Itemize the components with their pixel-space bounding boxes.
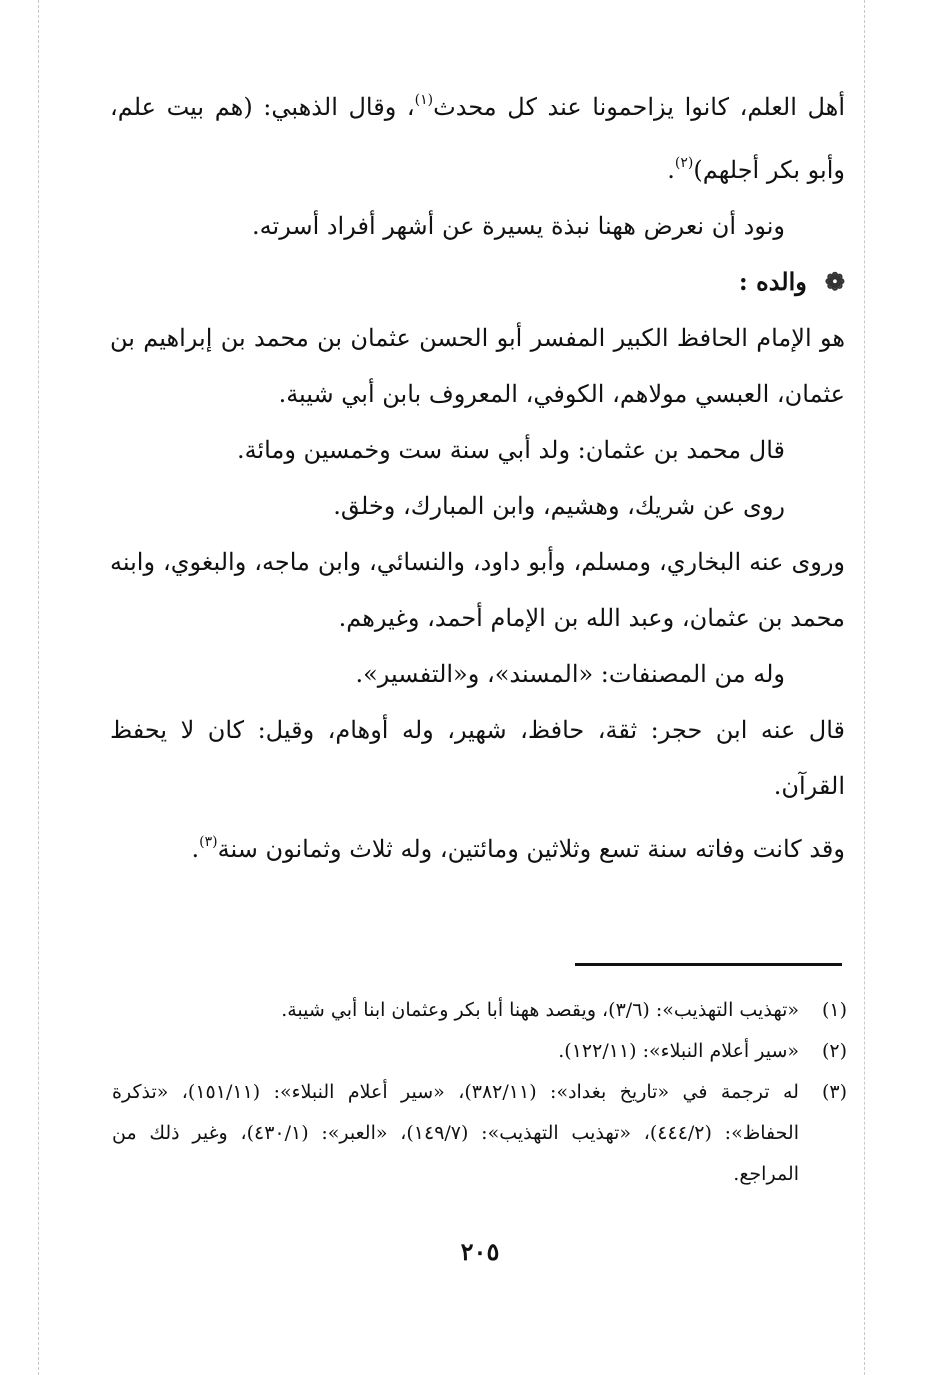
paragraph-5 (110, 478, 845, 534)
paragraph-1-end: . (667, 156, 675, 184)
footnote-number: (١) (821, 999, 847, 1021)
paragraph-6 (110, 534, 845, 646)
paragraph-9 (110, 814, 845, 877)
footnote-2 (112, 1031, 847, 1072)
paragraph-1-text: أهل العلم، كانوا يزاحمونا عند كل محدث (433, 93, 845, 121)
paragraph-8-text: قال عنه ابن حجر: ثقة، حافظ، شهير، وله أوهام، وقيل: كان لا يحفظ القرآن. (110, 716, 845, 800)
footnote-separator (575, 963, 842, 966)
paragraph-2 (110, 198, 845, 254)
paragraph-7 (110, 646, 845, 702)
paragraph-3 (110, 310, 905, 422)
paragraph-6-text: وروى عنه البخاري، ومسلم، وأبو داود، والنسائي، وابن ماجه، والبغوي، وابنه محمد بن عثمان، وعبد الله بن الإمام أحمد، وغيرهم. (110, 548, 845, 632)
page-number: ٢٠٥ (460, 1237, 500, 1266)
footnote-number: (٢) (821, 1040, 847, 1062)
paragraph-9-end: . (191, 835, 200, 863)
footnote-number: (٣) (821, 1081, 847, 1103)
paragraph-1-text-cont: ، وقال الذهبي: (هم بيت علم، وأبو بكر أجلهم) (110, 93, 845, 184)
paragraph-5-text: روى عن شريك، وهشيم، وابن المبارك، وخلق. (333, 492, 785, 520)
page-edge-right (864, 0, 865, 1375)
paragraph-3-text: هو الإمام الحافظ الكبير المفسر أبو الحسن عثمان بن محمد بن إبراهيم بن عثمان، العبسي مولاهم، الكوفي، المعروف بابن أبي شيبة. (110, 324, 845, 408)
footnote-3 (112, 1072, 847, 1195)
ornament-icon: ❁ (824, 267, 845, 296)
footnote-ref-2[interactable]: (٢) (674, 155, 694, 171)
paragraph-4-text: قال محمد بن عثمان: ولد أبي سنة ست وخمسين ومائة. (236, 436, 785, 464)
paragraph-9-text: وقد كانت وفاته سنة تسع وثلاثين ومائتين، وله ثلاث وثمانون سنة (217, 835, 845, 863)
footnotes (112, 990, 847, 1195)
paragraph-7-text: وله من المصنفات: «المسند»، و«التفسير». (355, 660, 785, 688)
paragraph-1 (110, 72, 845, 198)
paragraph-4 (110, 422, 845, 478)
footnote-text: له ترجمة في «تاريخ بغداد»: (٣٨٢/١١)، «سير أعلام النبلاء»: (١٥١/١١)، «تذكرة الحفاظ»: (٤٤٤/٢)، «تهذيب التهذيب»: (١٤٩/٧)، «العبر»: (٤٣٠/١)، وغير ذلك من المراجع. (112, 1081, 799, 1185)
main-text (110, 72, 845, 877)
section-heading (110, 254, 845, 310)
paragraph-8 (110, 702, 845, 814)
page-edge-left (38, 0, 39, 1375)
footnote-ref-3[interactable]: (٣) (199, 834, 218, 850)
footnote-text: «تهذيب التهذيب»: (٣/٦)، ويقصد ههنا أبا بكر وعثمان ابنا أبي شيبة. (281, 999, 799, 1021)
footnote-text: «سير أعلام النبلاء»: (١٢٢/١١). (558, 1040, 799, 1062)
paragraph-2-text: ونود أن نعرض ههنا نبذة يسيرة عن أشهر أفراد أسرته. (252, 212, 785, 240)
footnote-1 (112, 990, 847, 1031)
footnote-ref-1[interactable]: (١) (414, 92, 434, 108)
section-heading-text: والده : (738, 267, 807, 296)
